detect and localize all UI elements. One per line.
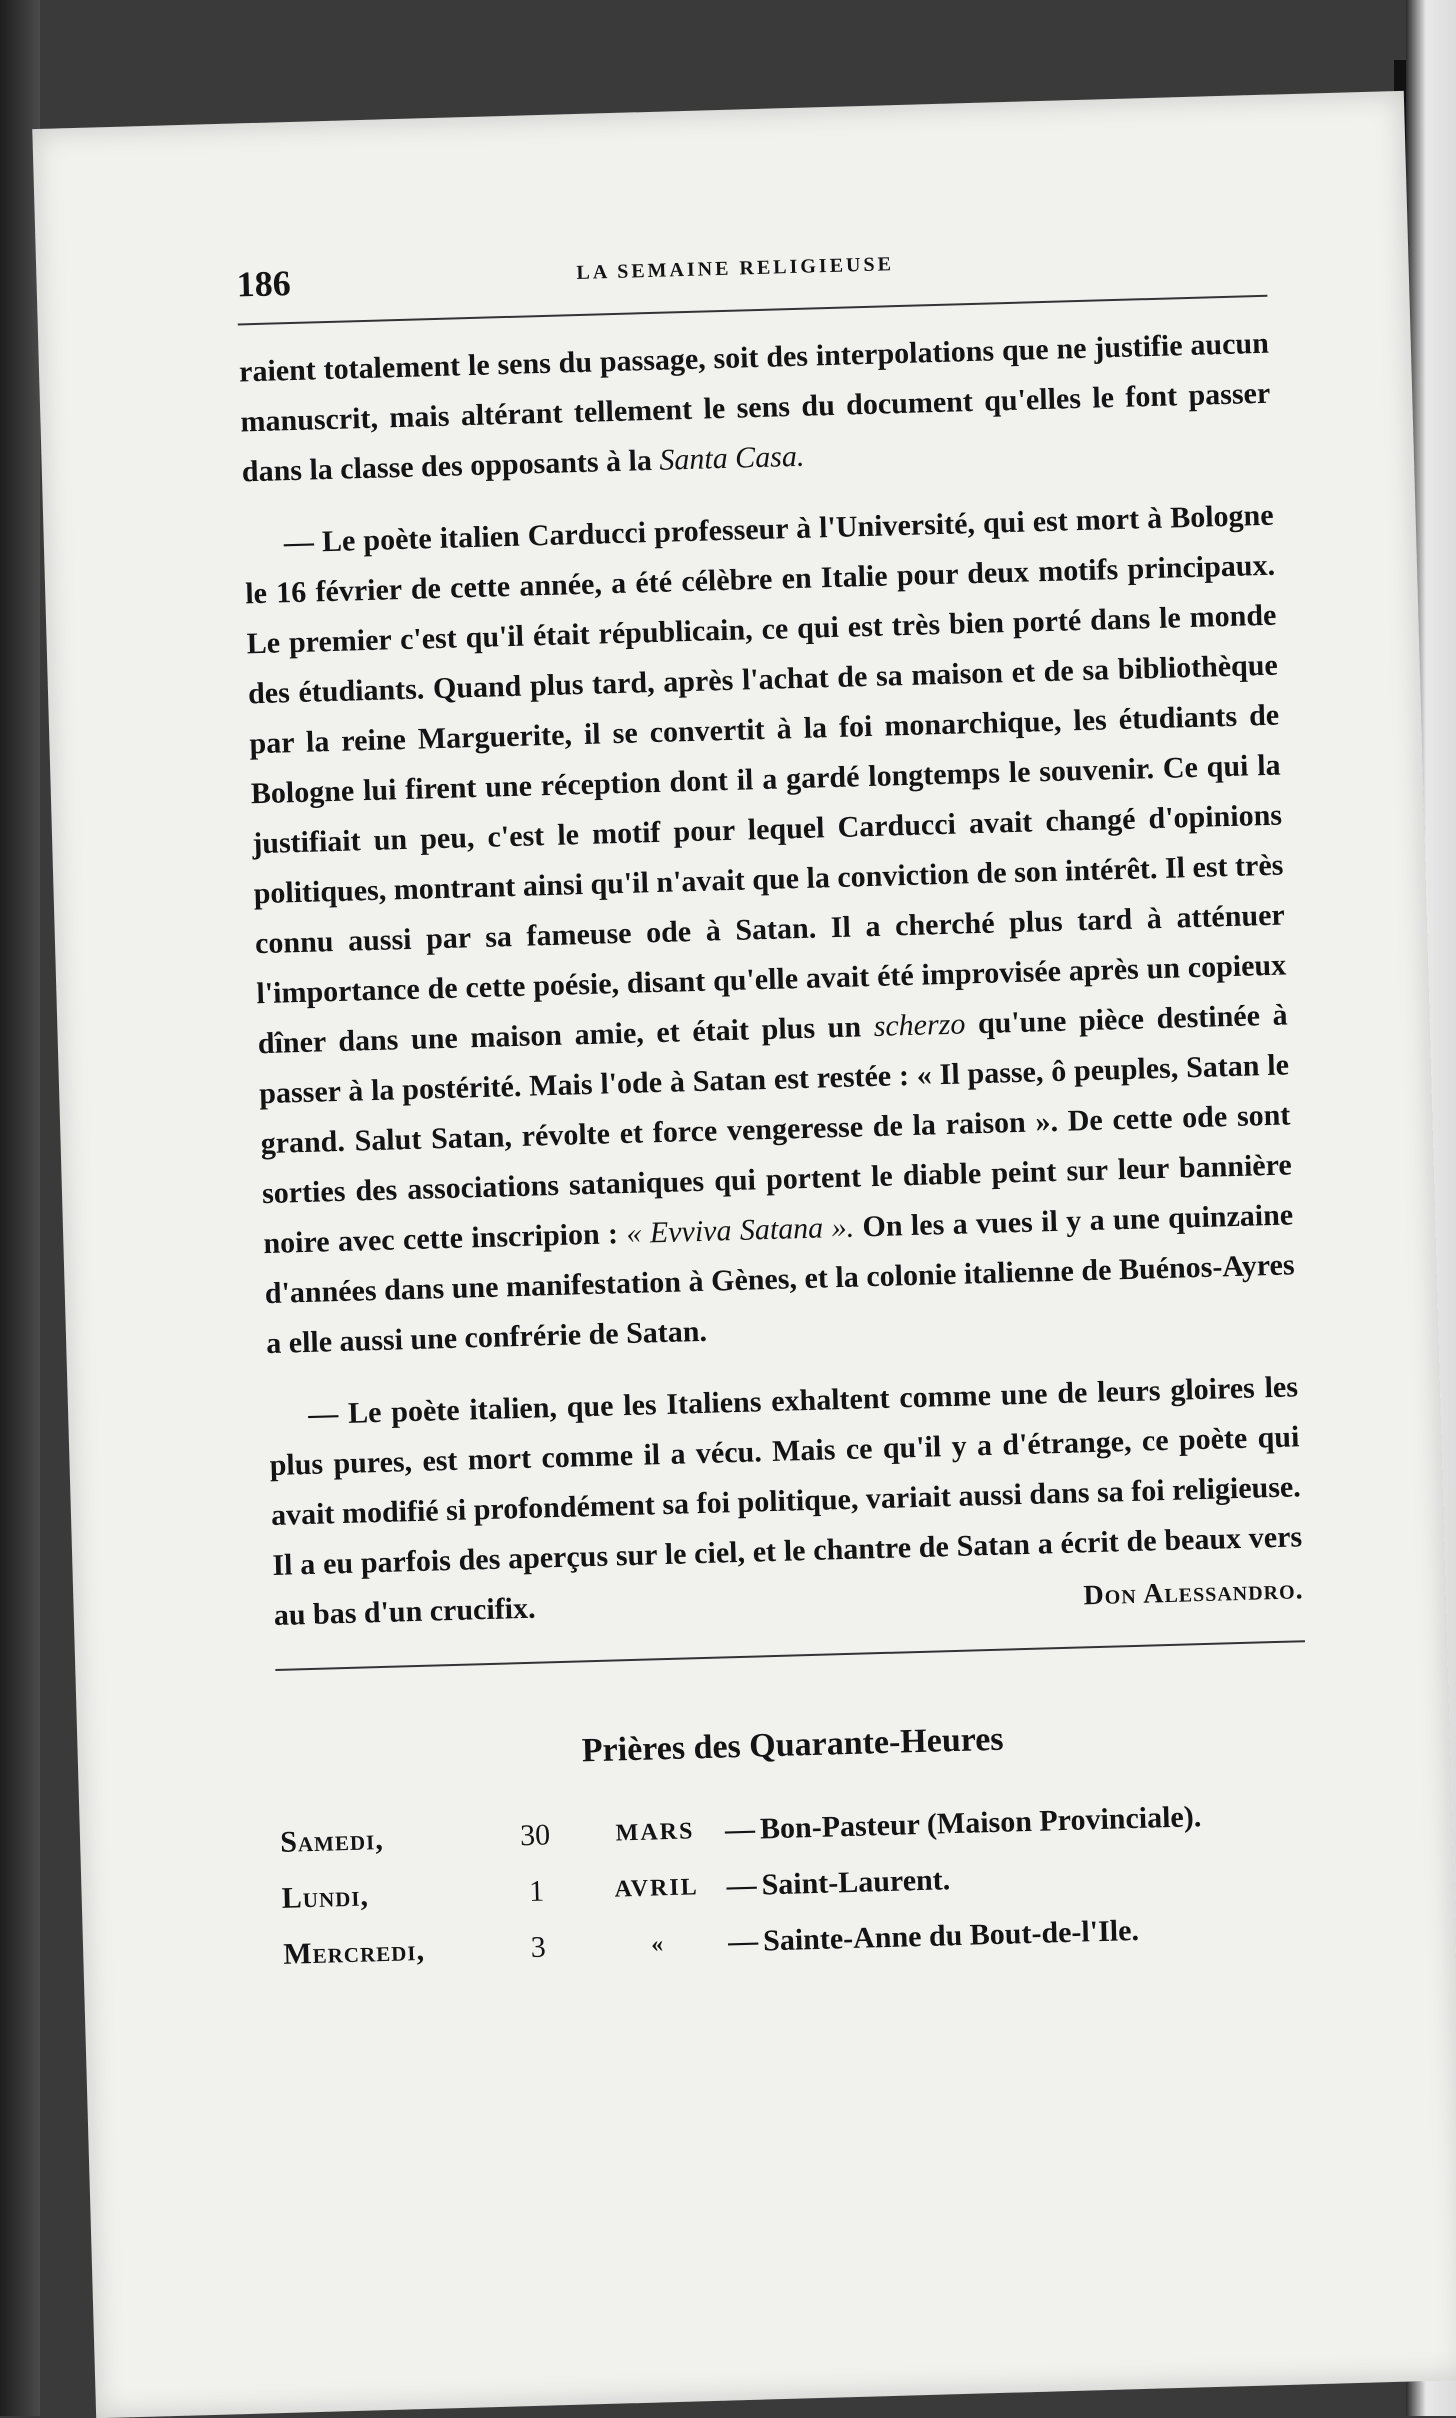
schedule-day: Samedi, — [279, 1823, 385, 1859]
page — [32, 91, 1456, 2418]
schedule-month: AVRIL — [614, 1873, 700, 1903]
paragraph-2-text-c: On les a vues il y a une quinzaine d'années dans une manifestation à Gènes, et la colonie italienne de Buénos-Ayres a elle aussi une confrérie de Satan. — [264, 1198, 1295, 1361]
journal-title: LA SEMAINE RELIGIEUSE — [576, 253, 895, 285]
paragraph-2-italic: scherzo — [873, 1007, 966, 1044]
paragraph-3-text: — Le poète italien, que les Italiens exhaltent comme une de leurs gloires les plus pures, est mort comme il a vécu. Mais ce qu'il y a d'étrange, ce poète qui avait modifié si profondément sa foi politique, variait aussi dans sa foi religieuse. Il a eu parfois des aperçus sur le ciel, et le chantre de Satan a écrit de beaux vers au bas d'un crucifix. — [269, 1370, 1303, 1632]
article-body — [238, 319, 1304, 1641]
section-rule — [275, 1640, 1305, 1671]
paragraph-1-italic: Santa Casa. — [658, 439, 805, 477]
prayers-schedule — [279, 1786, 1313, 1983]
paragraph-2-text-b: qu'une pièce destinée à passer à la postérité. Mais l'ode à Satan est restée : « Il passe, ô peuples, Satan le grand. Salut Satan, révolte et force vengeresse de la raison ». De cette ode sont sorties des associations sataniques qui portent le diable peint sur leur bannière noire avec cette inscripion : — [258, 998, 1293, 1261]
paragraph-2-italic-quote: « Evviva Satana ». — [625, 1210, 855, 1250]
schedule-month: « — [650, 1930, 666, 1958]
paragraph-2 — [243, 491, 1296, 1369]
prayers-section — [277, 1712, 1313, 1983]
schedule-dash: — — [724, 1812, 756, 1847]
schedule-month: MARS — [615, 1817, 695, 1847]
running-head — [236, 225, 1268, 324]
page-number: 186 — [236, 263, 292, 305]
paragraph-1-text: raient totalement le sens du passage, soit des interpolations que ne justifie aucun manuscrit, mais altérant tellement le sens du document qu'elles le font passer dans la classe des opposants à la — [238, 326, 1271, 489]
schedule-date: 1 — [528, 1874, 545, 1908]
schedule-day: Lundi, — [281, 1879, 370, 1915]
schedule-date: 3 — [530, 1930, 547, 1964]
schedule-place: Sainte-Anne du Bout-de-l'Ile. — [762, 1913, 1140, 1958]
prayers-title: Prières des Quarante-Heures — [581, 1720, 1004, 1770]
schedule-date: 30 — [519, 1818, 551, 1853]
paragraph-2-text-a: — Le poète italien Carducci professeur à l'Université, qui est mort à Bologne le 16 février de cette année, a été célèbre en Italie pour deux motifs principaux. Le premier c'est qu'il était républicain, ce qui est très bien porté dans le monde des étudiants. Quand plus tard, après l'achat de sa maison et de sa bibliothèque par la reine Marguerite, il se convertit à la foi monarchique, les étudiants de Bologne lui firent une réception dont il a gardé longtemps le souvenir. Ce qui la justifiait un peu, c'est le motif pour lequel Carducci avait changé d'opinions politiques, montrant ainsi qu'il n'avait que la conviction de son intérêt. Il est très connu aussi par sa fameuse ode à Satan. Il a cherché plus tard à atténuer l'importance de cette poésie, disant qu'elle avait été improvisée après un copieux dîner dans une maison amie, et était plus un — [244, 498, 1287, 1061]
schedule-place: Bon-Pasteur (Maison Provinciale). — [759, 1800, 1202, 1846]
schedule-day: Mercredi, — [282, 1933, 426, 1971]
schedule-dash: — — [726, 1868, 758, 1903]
paragraph-1 — [238, 319, 1272, 498]
signature: Don Alessandro. — [1083, 1574, 1304, 1612]
schedule-place: Saint-Laurent. — [761, 1863, 951, 1902]
scan-left-shadow — [0, 0, 40, 2416]
schedule-dash: — — [727, 1924, 759, 1959]
page-content — [236, 225, 1314, 1983]
